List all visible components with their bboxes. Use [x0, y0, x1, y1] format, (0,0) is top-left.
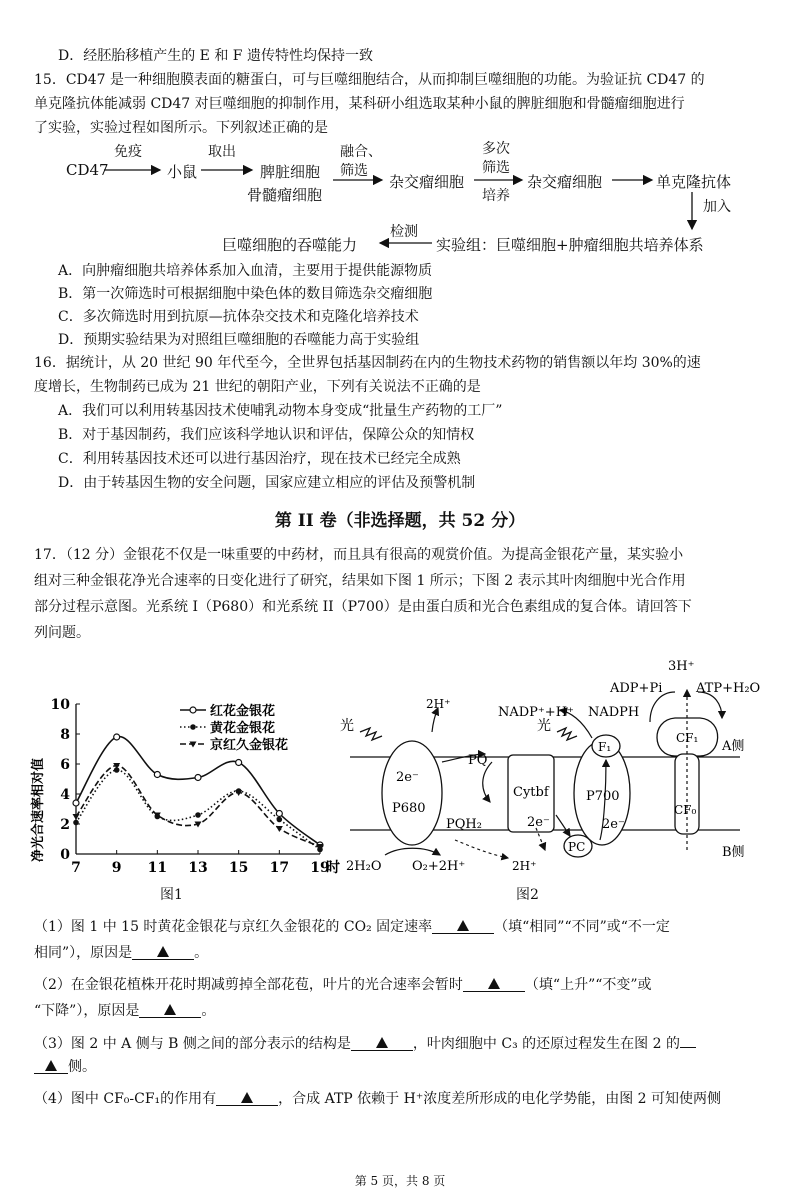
cyt-pc-arrow — [556, 815, 570, 836]
q15-option-a: A．向肿瘤细胞共培养体系加入血清，主要用于提供能源物质 — [58, 263, 433, 279]
label-f1: F₁ — [598, 740, 612, 754]
flow-fuse: 融合、 — [340, 144, 382, 160]
x-axis-label: 时 — [326, 860, 340, 876]
flow-screen2: 筛选 — [482, 160, 510, 176]
q17-stem-line4: 列问题。 — [34, 625, 90, 641]
y-tick-label: 10 — [50, 697, 70, 713]
flow-culture: 培养 — [482, 188, 510, 204]
legend-label-3: 京红久金银花 — [210, 738, 289, 753]
q17-part1-line2: 相同”），原因是 。 — [34, 945, 209, 961]
flow-add: 加入 — [703, 199, 731, 215]
figure2-caption: 图2 — [516, 887, 539, 903]
x-tick-label: 7 — [71, 860, 81, 876]
answer-blank-1a[interactable] — [432, 917, 494, 934]
chart-y-label: 净光合速率相对值 — [31, 757, 46, 863]
label-nadph: NADPH — [588, 705, 640, 720]
q15-option-c: C．多次筛选时用到抗原—抗体杂交技术和克隆化培养技术 — [58, 309, 419, 325]
page-footer: 第 5 页，共 8 页 — [354, 1174, 446, 1188]
label-o2: O₂+2H⁺ — [412, 859, 466, 874]
x-tick-label: 19 — [310, 860, 330, 876]
flow-myeloma: 骨髓瘤细胞 — [247, 186, 323, 204]
flow-hybrid1: 杂交瘤细胞 — [389, 173, 465, 191]
data-point — [154, 772, 160, 778]
q15-stem-line3: 了实验，实验过程如图所示。下列叙述正确的是 — [34, 120, 328, 136]
answer-blank-3b[interactable] — [34, 1057, 68, 1074]
q17-part1-line1 — [34, 917, 670, 937]
label-water: 2H₂O — [346, 859, 382, 874]
legend-label-2: 黄花金银花 — [210, 721, 276, 736]
flow-hybrid2: 杂交瘤细胞 — [527, 173, 603, 191]
q17-part4-text-a: （4）图中 CF₀-CF₁的作用有 — [34, 1091, 217, 1107]
answer-blank-2b[interactable] — [139, 1001, 201, 1018]
q17-part2-text-c: “下降”），原因是 — [34, 1003, 140, 1019]
q16-option-b: B．对于基因制药，我们应该科学地认识和评估，保障公众的知情权 — [58, 427, 475, 443]
label-atp: ATP+H₂O — [696, 681, 761, 696]
q16-stem-line1: 16．据统计，从 20 世纪 90 年代至今，全世界包括基因制药在内的生物技术药物的销售额以年均 30%的速 — [34, 355, 701, 371]
q14-option-d: D．经胚胎移植产生的 E 和 F 遗传特性均保持一致 — [58, 48, 373, 64]
q17-part3-line2 — [34, 1057, 96, 1077]
pq-reduce-arrow — [483, 762, 492, 802]
label-light1: 光 — [340, 718, 354, 734]
q17-part2-line1 — [34, 975, 652, 995]
label-cytbf: Cytbf — [513, 785, 549, 800]
q17-stem-line2: 组对三种金银花净光合速率的日变化进行了研究，结果如下图 1 所示；下图 2 表示其叶肉细胞中光合作用 — [34, 573, 686, 589]
q15-stem-line2: 单克隆抗体能减弱 CD47 对巨噬细胞的抑制作用，某科研小组选取某种小鼠的脾脏细胞和骨髓瘤细胞进行 — [34, 96, 685, 112]
label-a-side: A侧 — [722, 739, 745, 754]
flow-mouse: 小鼠 — [167, 163, 198, 181]
adp-arrow — [650, 692, 675, 722]
q16-option-c: C．利用转基因技术还可以进行基因治疗，现在技术已经完全成熟 — [58, 451, 461, 467]
label-nadp: NADP⁺+H⁺ — [498, 705, 574, 720]
h-release-arrow — [432, 708, 438, 732]
label-p680: P680 — [392, 801, 426, 816]
label-e-p700: 2e⁻ — [602, 817, 625, 832]
legend-label-1: 红花金银花 — [210, 704, 276, 719]
flow-experiment-group: 实验组：巨噬细胞+肿瘤细胞共培养体系 — [436, 236, 704, 254]
q16-stem-line2: 度增长，生物制药已成为 21 世纪的朝阳产业，下列有关说法不正确的是 — [34, 379, 481, 395]
section-title: 第 II 卷（非选择题，共 52 分） — [274, 511, 526, 531]
figure1-line-chart — [30, 680, 340, 900]
q17-stem-line3: 部分过程示意图。光系统 I（P680）和光系统 II（P700）是由蛋白质和光合色素组成的复合体。请回答下 — [34, 599, 692, 615]
flow-cd47: CD47 — [66, 161, 109, 179]
answer-blank-2a[interactable] — [463, 975, 525, 992]
q17-part3-text-c: 侧。 — [68, 1059, 96, 1075]
data-point — [195, 775, 201, 781]
q17-part4-line1 — [34, 1089, 721, 1109]
label-p700: P700 — [586, 789, 620, 804]
y-tick-label: 8 — [60, 727, 70, 743]
flow-immunize: 免疫 — [114, 144, 142, 160]
label-pqh2: PQH₂ — [446, 817, 482, 832]
q17-stem-line1: 17．（12 分）金银花不仅是一味重要的中药材，而且具有很高的观赏价值。为提高金银花产量，某实验小 — [34, 547, 684, 563]
q17-part3-text-b: ，叶肉细胞中 C₃ 的还原过程发生在图 2 的 — [412, 1036, 680, 1052]
x-tick-label: 9 — [111, 860, 122, 876]
y-tick-label: 6 — [60, 757, 70, 773]
data-point — [276, 811, 282, 817]
label-3h: 3H⁺ — [668, 659, 695, 674]
data-point — [190, 707, 196, 713]
figure2-thylakoid-diagram — [330, 650, 780, 885]
y-tick-label: 0 — [60, 847, 70, 863]
q15-option-d: D．预期实验结果为对照组巨噬细胞的吞噬能力高于实验组 — [58, 332, 420, 348]
label-e-cyt: 2e⁻ — [527, 815, 550, 830]
series-line-2 — [76, 770, 320, 850]
label-pc: PC — [568, 840, 586, 854]
data-point — [190, 724, 196, 730]
flow-phagocytosis: 巨噬细胞的吞噬能力 — [222, 236, 358, 254]
q17-part2-text-a: （2）在金银花植株开花时期减剪掉全部花苞，叶片的光合速率会暂时 — [34, 977, 463, 993]
data-point — [195, 812, 201, 818]
q17-part3-line1 — [34, 1031, 696, 1054]
label-adp: ADP+Pi — [610, 681, 663, 696]
q16-option-a: A．我们可以利用转基因技术使哺乳动物本身变成“批量生产药物的工厂” — [58, 403, 503, 419]
data-point — [277, 817, 283, 823]
light1-icon — [360, 728, 382, 740]
data-point — [114, 734, 120, 740]
y-tick-label: 2 — [60, 817, 70, 833]
label-2h-top: 2H⁺ — [426, 697, 451, 711]
q17-part3-text-a: （3）图 2 中 A 侧与 B 侧之间的部分表示的结构是 — [34, 1036, 351, 1052]
label-b-side: B侧 — [722, 845, 745, 860]
data-point — [276, 826, 283, 832]
x-tick-label: 11 — [147, 860, 168, 876]
label-e-p680: 2e⁻ — [396, 770, 419, 785]
flow-detect: 检测 — [390, 224, 418, 240]
answer-blank-3a[interactable] — [351, 1034, 413, 1051]
flow-multi: 多次 — [482, 141, 510, 157]
water-split-arrow — [385, 848, 440, 855]
q15-stem-line1: 15．CD47 是一种细胞膜表面的糖蛋白，可与巨噬细胞结合，从而抑制巨噬细胞的功能。为验证抗 CD47 的 — [34, 72, 705, 88]
q17-part4-text-b: ，合成 ATP 依赖于 H⁺浓度差所形成的电化学势能，由图 2 可知使两侧 — [278, 1091, 722, 1107]
q17-part1-text-c: 相同”），原因是 — [34, 945, 133, 961]
q15-option-b: B．第一次筛选时可根据细胞中染色体的数目筛选杂交瘤细胞 — [58, 286, 433, 302]
data-point — [236, 760, 242, 766]
q16-option-d: D．由于转基因生物的安全问题，国家应建立相应的评估及预警机制 — [58, 475, 476, 491]
flow-takeout: 取出 — [208, 144, 236, 160]
figure1-caption: 图1 — [160, 887, 183, 903]
label-cf1: CF₁ — [676, 731, 699, 745]
answer-blank-3b-start[interactable] — [680, 1031, 696, 1048]
p680-complex — [382, 741, 442, 845]
label-2h-bottom: 2H⁺ — [512, 859, 537, 873]
label-light2: 光 — [537, 718, 551, 734]
label-pq: PQ — [468, 753, 488, 768]
data-point — [73, 820, 79, 826]
x-tick-label: 15 — [228, 860, 249, 876]
answer-blank-1b[interactable] — [132, 943, 194, 960]
q17-part1-text-a: （1）图 1 中 15 时黄花金银花与京红久金银花的 CO₂ 固定速率 — [34, 919, 433, 935]
q17-part1-text-b: （填“相同”“不同”或“不一定 — [494, 919, 670, 935]
q17-part2-line2: “下降”），原因是 。 — [34, 1003, 216, 1019]
q17-part2-text-b: （填“上升”“不变”或 — [524, 977, 652, 993]
flow-spleen: 脾脏细胞 — [260, 163, 321, 181]
data-point — [73, 800, 79, 806]
flow-mab: 单克隆抗体 — [656, 173, 732, 191]
x-tick-label: 13 — [188, 860, 208, 876]
label-cf0: CF₀ — [674, 803, 697, 817]
answer-blank-4a[interactable] — [216, 1089, 278, 1106]
y-tick-label: 4 — [60, 787, 70, 803]
o2-arrow — [455, 840, 508, 858]
light2-icon — [557, 728, 577, 740]
flow-screen: 筛选 — [340, 163, 368, 179]
x-tick-label: 17 — [269, 860, 290, 876]
